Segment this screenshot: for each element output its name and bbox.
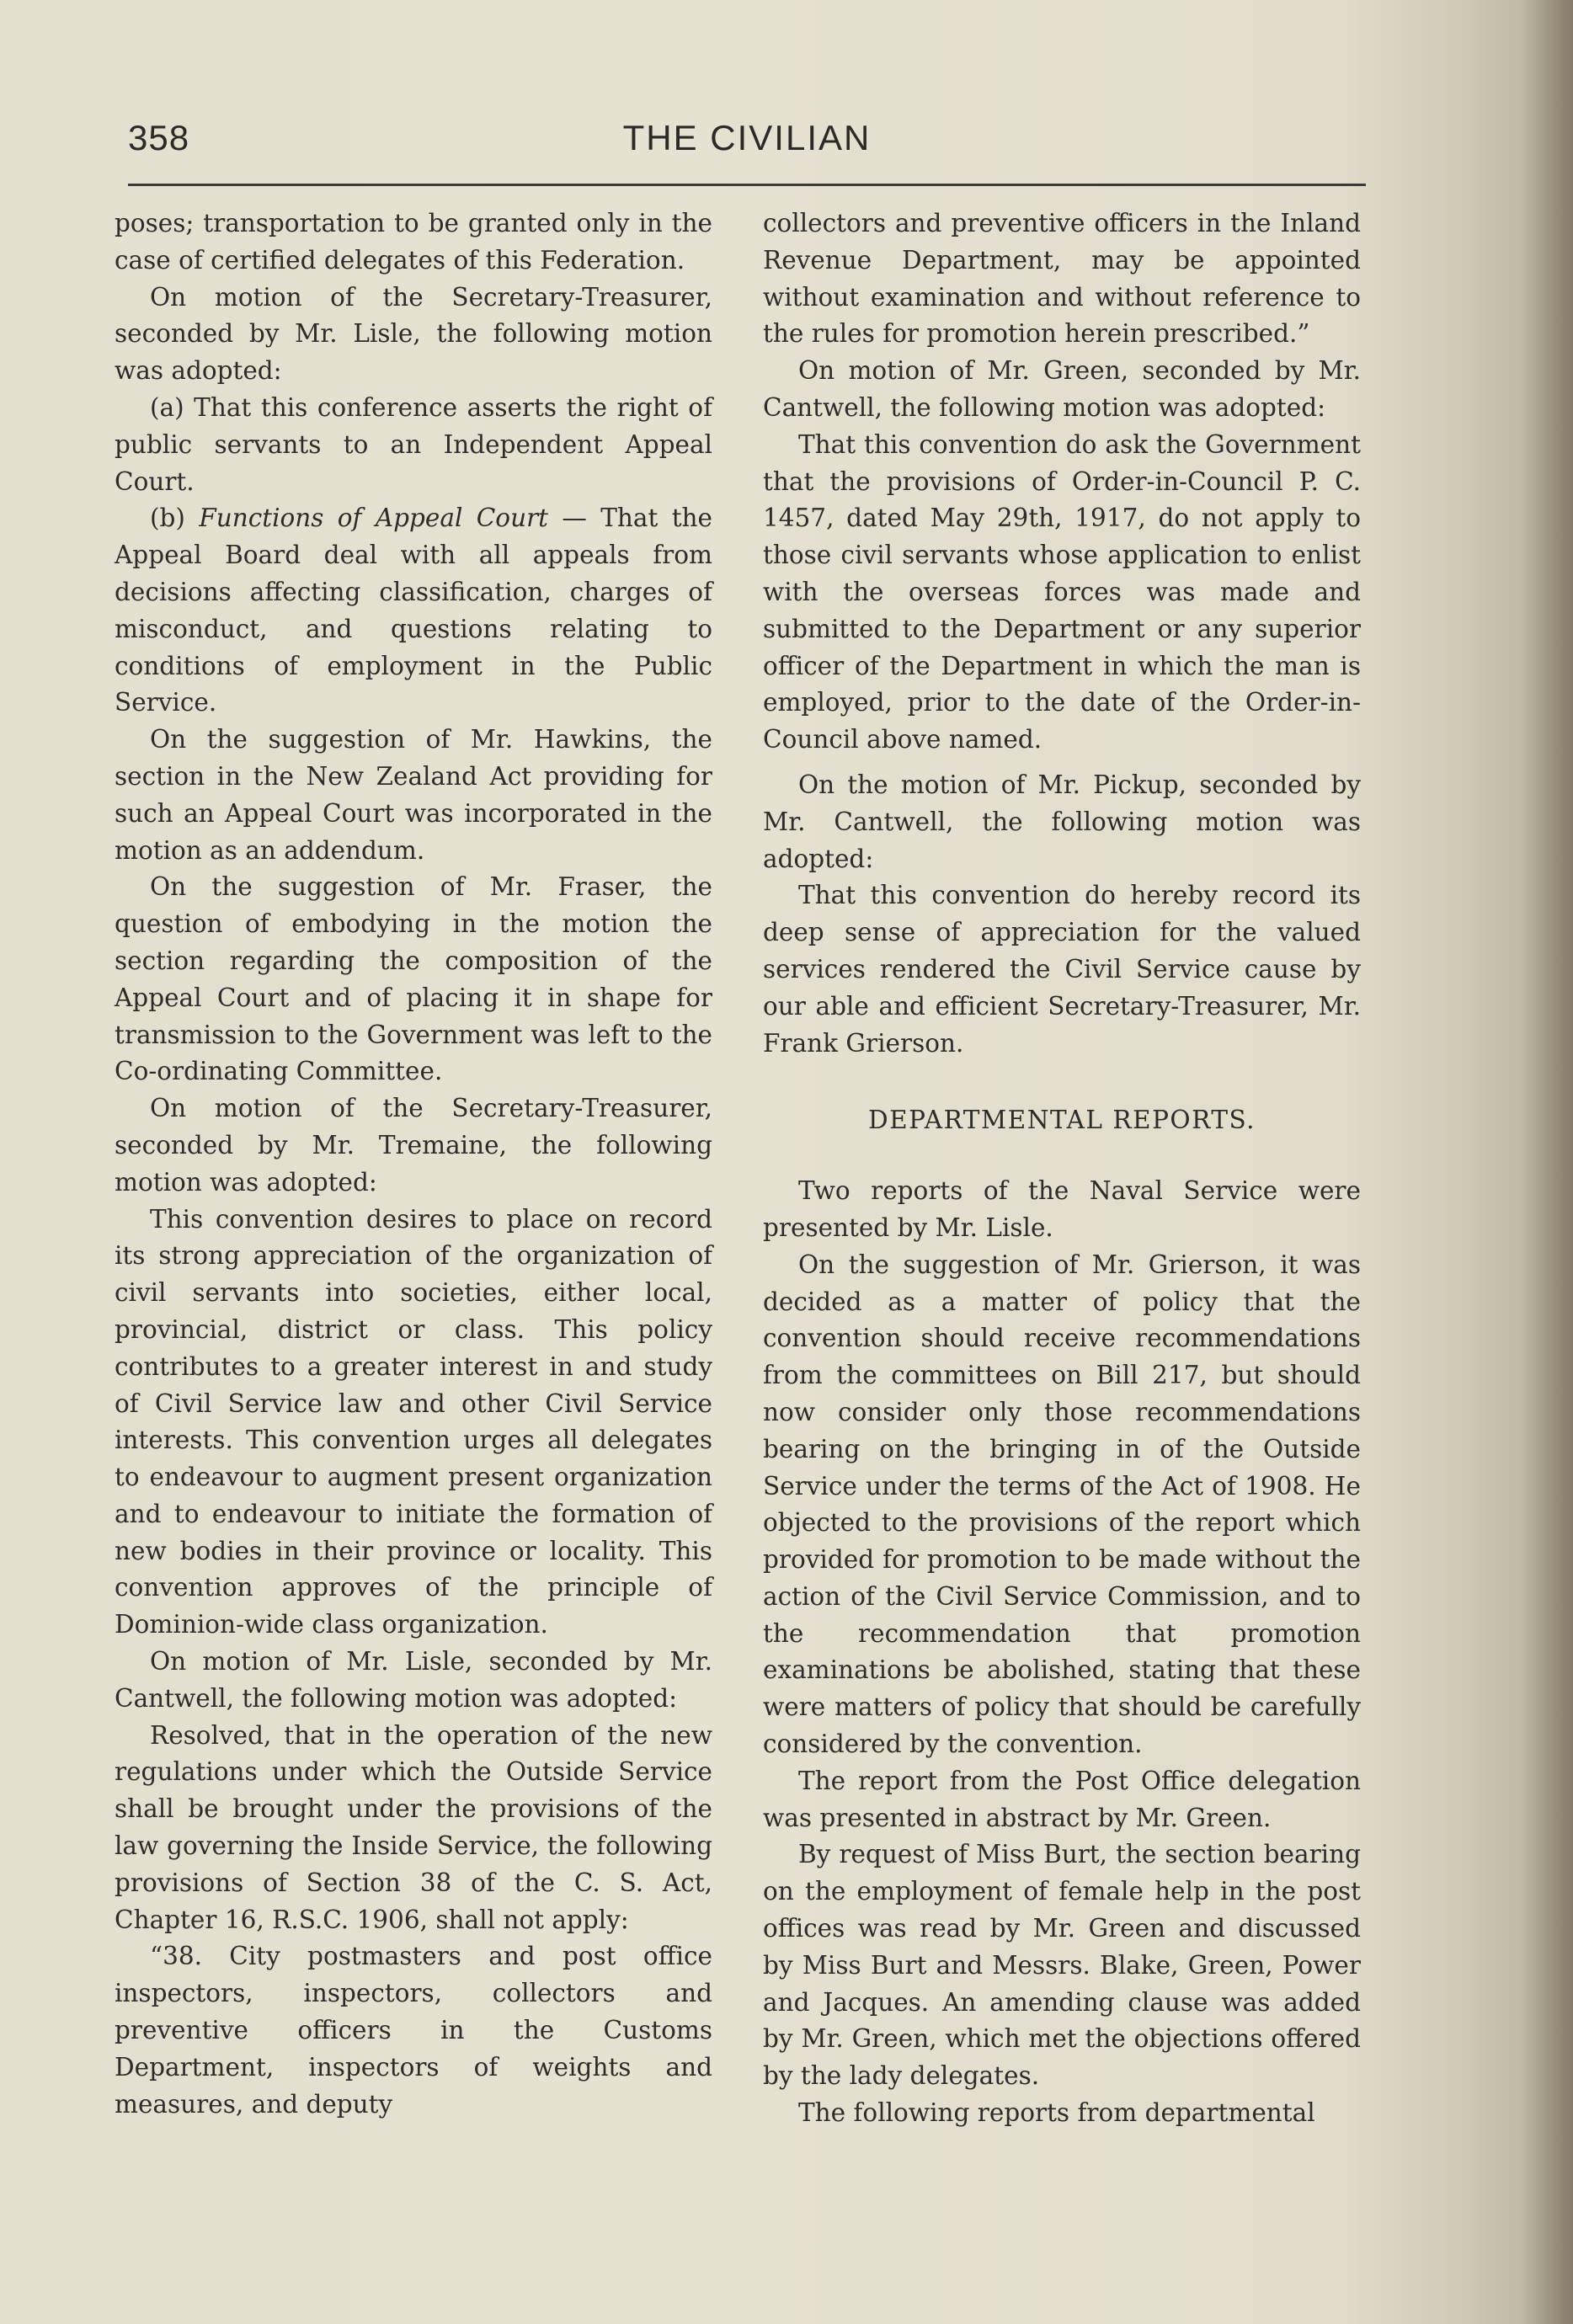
paragraph: By request of Miss Burt, the section bearing on the employment of female help in the post offices was read by Mr. Green and discussed by Miss Burt and Messrs. Blake, Green, Power and Jacques. An amending clause was added by Mr. Green, which met the objections offered by the lady delegates. — [763, 1840, 1361, 2091]
paragraph: (a) That this conference asserts the right of public servants to an Independent Appeal Court. — [115, 392, 712, 496]
paragraph: On motion of Mr. Lisle, seconded by Mr. Cantwell, the following motion was adopted: — [115, 1647, 712, 1713]
paragraph: Two reports of the Naval Service were presented by Mr. Lisle. — [763, 1176, 1361, 1242]
paragraph: collectors and preventive officers in the Inland Revenue Department, may be appointed without examination and without reference to the rules for promotion herein prescribed.” — [763, 209, 1361, 349]
clause-label: (b) — [150, 504, 200, 533]
section-heading: DEPARTMENTAL REPORTS. — [867, 1106, 1256, 1135]
paragraph: The following reports from departmental — [798, 2098, 1315, 2128]
paragraph: The report from the Post Office delegation was presented in abstract by Mr. Green. — [763, 1766, 1361, 1832]
paragraph: On the suggestion of Mr. Grierson, it was decided as a matter of policy that the convention should receive recommendations from the committees on Bill 217, but should now consider only those recommendations bearing on the bringing in of the Outside Service under the terms of the Act of 1908. He objected to the provisions of the report which provided for promotion to be made without the action of the Civil Service Commission, and to the recommendation that promotion examinations be abolished, stating that these were matters of policy that should be carefully considered by the convention. — [763, 1250, 1361, 1759]
paragraph: This convention desires to place on record its strong appreciation of the organization of civil servants into societies, either local, provincial, district or class. This policy contributes to a greater interest in and study of Civil Service law and other Civil Service interests. This convention urges all delegates to endeavour to augment present organization and to endeavour to initiate the formation of new bodies in their province or locality. This convention approves of the principle of Dominion-wide class organization. — [115, 1204, 712, 1639]
paragraph-functions-of-appeal-court — [115, 500, 712, 722]
page-header — [128, 118, 1366, 168]
paragraph: “38. City postmasters and post office inspectors, inspectors, collectors and preventive officers in the Customs Department, inspectors of weights and measures, and deputy — [115, 1942, 712, 2119]
paragraph-text: — That the Appeal Board deal with all appeals from decisions affecting classification, charges of misconduct, and questions relating to conditions of employment in the Public Service. — [115, 504, 713, 717]
right-column — [763, 205, 1361, 2132]
italic-heading: Functions of Appeal Court — [199, 504, 549, 533]
paragraph: On the motion of Mr. Pickup, seconded by Mr. Cantwell, the following motion was adopted: — [763, 770, 1361, 873]
left-column — [115, 205, 712, 2123]
paragraph: On motion of the Secretary-Treasurer, seconded by Mr. Lisle, the following motion was adopted: — [115, 282, 712, 386]
binding-gutter-shadow — [1521, 0, 1573, 2324]
paragraph: poses; transportation to be granted only in the case of certified delegates of this Federation. — [115, 209, 712, 275]
paragraph: Resolved, that in the operation of the new regulations under which the Outside Service shall be brought under the provisions of the law governing the Inside Service, the following provisions of Section 38 of the C. S. Act, Chapter 16, R.S.C. 1906, shall not apply: — [115, 1720, 712, 1934]
paragraph: That this convention do ask the Government that the provisions of Order-in-Council P. C. 1457, dated May 29th, 1917, do not apply to those civil servants whose application to enlist with the overseas forces was made and submitted to the Department or any superior officer of the Department in which the man is employed, prior to the date of the Order-in-Council above named. — [763, 429, 1361, 754]
header-rule — [128, 184, 1366, 186]
page-number: 358 — [128, 118, 190, 157]
paragraph: That this convention do hereby record its deep sense of appreciation for the valued services rendered the Civil Service cause by our able and efficient Secretary-Treasurer, Mr. Frank Grierson. — [763, 881, 1361, 1058]
running-title: THE CIVILIAN — [622, 118, 872, 157]
paragraph: On the suggestion of Mr. Fraser, the question of embodying in the motion the section regarding the composition of the Appeal Court and of placing it in shape for transmission to the Government was left to the Co-ordinating Committee. — [115, 872, 712, 1086]
paragraph: On the suggestion of Mr. Hawkins, the section in the New Zealand Act providing for such an Appeal Court was incorporated in the motion as an addendum. — [115, 725, 712, 865]
paragraph: On motion of the Secretary-Treasurer, seconded by Mr. Tremaine, the following motion was adopted: — [115, 1094, 712, 1197]
paragraph: On motion of Mr. Green, seconded by Mr. Cantwell, the following motion was adopted: — [763, 356, 1361, 422]
